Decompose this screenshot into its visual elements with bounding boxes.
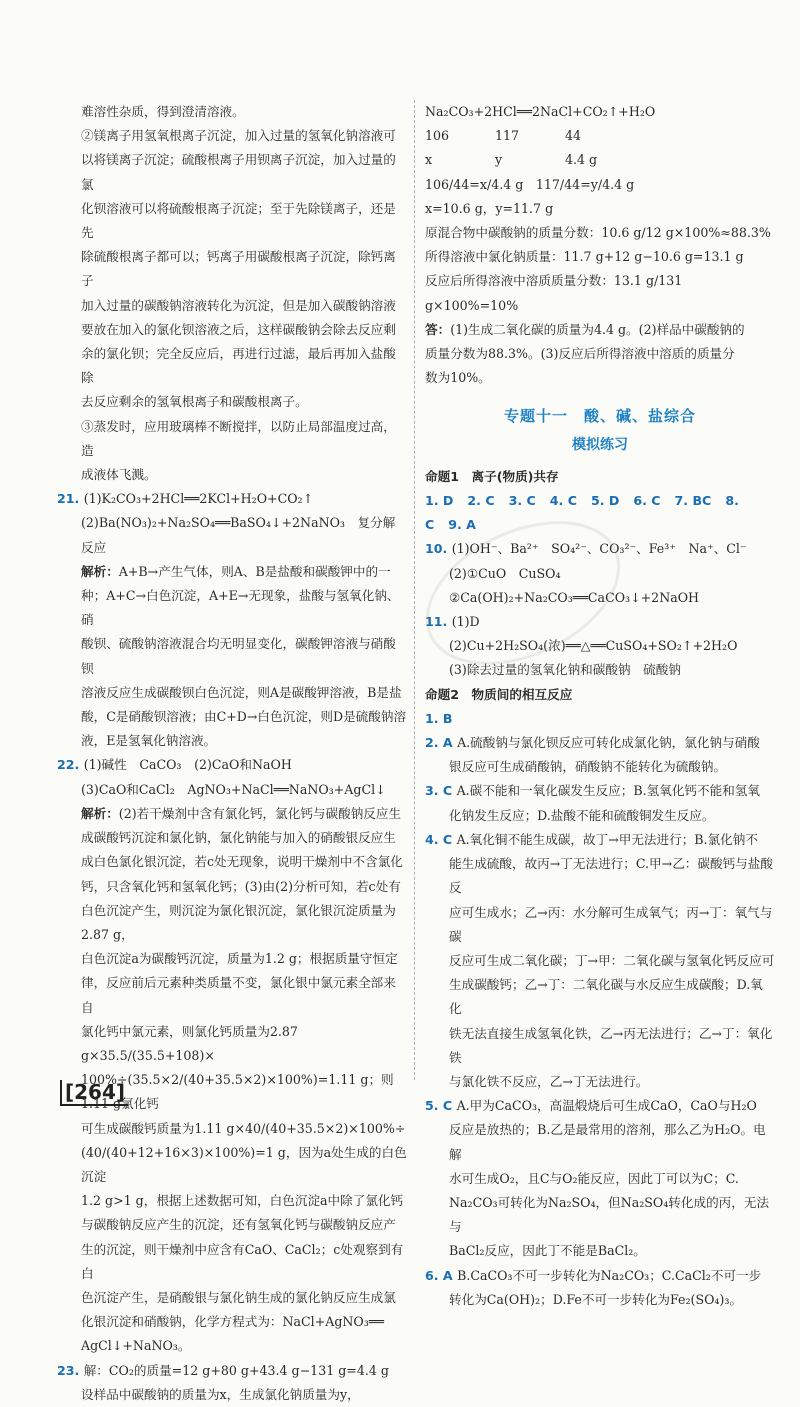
column-divider xyxy=(414,100,415,1080)
text-line xyxy=(57,778,407,802)
line-text: 铁无法直接生成氢氧化铁，乙→丙无法进行；乙→丁：氧化铁 xyxy=(449,1025,773,1065)
line-text: 难溶性杂质，得到澄清溶液。 xyxy=(81,104,245,119)
line-text: (2)Ba(NO₃)₂+Na₂SO₄══BaSO₄↓+2NaNO₃ 复分解 xyxy=(81,515,396,531)
line-text: (3)CaO和CaCl₂ AgNO₃+NaCl══NaNO₃+AgCl↓ xyxy=(81,781,386,797)
keyword-label: 解析： xyxy=(81,563,119,579)
text-line xyxy=(57,318,407,342)
text-line xyxy=(425,731,775,755)
text-line xyxy=(425,1191,775,1239)
table-cell: x xyxy=(425,152,433,168)
text-line xyxy=(57,1334,407,1358)
choice-answer: 1. D xyxy=(425,493,454,509)
right-bottom-block xyxy=(425,707,775,1312)
text-line xyxy=(425,245,775,269)
line-text: 100%÷(35.5×2/(40+35.5×2)×100%)=1.11 g；则1.11 g氯化钙 xyxy=(81,1072,394,1112)
text-line xyxy=(425,1288,775,1312)
line-text: 反应 xyxy=(81,539,107,555)
text-line xyxy=(57,850,407,874)
text-line xyxy=(57,1383,407,1407)
line-text: 除硫酸根离子都可以；钙离子用碳酸根离子沉淀，除钙离子 xyxy=(81,249,396,289)
line-text: 与碳酸钠反应产生的沉淀，还有氢氧化钙与碳酸钠反应产 xyxy=(81,1217,396,1233)
line-text: 应可生成水；乙→丙：水分解可生成氧气；丙→丁：氧气与碳 xyxy=(449,904,773,944)
line-text: A.氧化铜不能生成碳，故丁→甲无法进行；B.氯化钠不 xyxy=(456,831,758,847)
line-text: x=10.6 g，y=11.7 g xyxy=(425,200,554,216)
line-text: 余的氯化钡；完全反应后，再进行过滤，最后再加入盐酸除 xyxy=(81,346,396,386)
line-text: 106/44=x/4.4 g 117/44=y/4.4 g xyxy=(425,176,635,192)
table-cell: 106 xyxy=(425,128,450,144)
text-line xyxy=(425,148,775,172)
line-text: 反应可生成二氧化碳；丁→甲：二氧化碳与氢氧化钙反应可 xyxy=(449,952,775,968)
text-line xyxy=(425,269,775,317)
topic-1-choices xyxy=(425,489,775,537)
item-number: 3. C xyxy=(425,783,457,799)
line-text: A.甲为CaCO₃，高温煅烧后可生成CaO，CaO与H₂O xyxy=(456,1098,757,1114)
line-text: (40/(40+12+16×3)×100%)=1 g，因为a处生成的白色沉淀 xyxy=(81,1144,407,1184)
text-line xyxy=(57,463,407,487)
line-text: (1)生成二氧化碳的质量为4.4 g。(2)样品中碳酸钠的 xyxy=(450,321,745,337)
item-number: 4. C xyxy=(425,831,457,847)
text-line xyxy=(425,901,775,949)
text-line xyxy=(57,826,407,850)
text-line xyxy=(57,100,407,124)
text-line xyxy=(57,197,407,245)
text-line xyxy=(425,100,775,124)
line-text: (1)OH⁻、Ba²⁺ SO₄²⁻、CO₃²⁻、Fe³⁺ Na⁺、Cl⁻ xyxy=(451,541,747,557)
keyword-label: 答： xyxy=(425,321,451,337)
line-text: (2)Cu+2H₂SO₄(浓)══△══CuSO₄+SO₂↑+2H₂O xyxy=(449,638,738,654)
text-line xyxy=(425,173,775,197)
line-text: Na₂CO₃+2HCl══2NaCl+CO₂↑+H₂O xyxy=(425,104,656,119)
right-top-block xyxy=(425,100,775,390)
line-text: 所得溶液中氯化钠质量：11.7 g+12 g−10.6 g=13.1 g xyxy=(425,249,744,265)
text-line xyxy=(425,1070,775,1094)
choice-answer: 2. C xyxy=(467,493,495,509)
line-text: 转化为Ca(OH)₂；D.Fe不可一步转化为Fe₂(SO₄)₃。 xyxy=(449,1291,743,1307)
text-line xyxy=(57,560,407,584)
line-text: 银反应可生成硝酸钠，硝酸钠不能转化为硫酸钠。 xyxy=(449,759,727,775)
item-number: 6. A xyxy=(425,1267,458,1283)
table-cell: 44 xyxy=(565,128,582,144)
line-text: 要放在加入的氯化钡溶液之后，这样碳酸钠会除去反应剩 xyxy=(81,321,396,337)
table-cell: 117 xyxy=(495,128,520,144)
text-line xyxy=(57,1310,407,1334)
line-text: 与氯化铁不反应，乙→丁无法进行。 xyxy=(449,1073,649,1089)
line-text: 色沉淀产生，是硝酸银与氯化钠生成的氯化钠反应生成氯 xyxy=(81,1289,396,1305)
text-line xyxy=(57,802,407,826)
choice-answer: 4. C xyxy=(549,493,577,509)
text-line xyxy=(425,124,775,148)
line-text: (1)碱性 CaCO₃ (2)CaO和NaOH xyxy=(83,757,292,773)
item-number: 10. xyxy=(425,541,452,557)
page-number: [ 264 ] xyxy=(60,1080,128,1106)
text-line xyxy=(425,1118,775,1166)
choice-answer: 7. BC xyxy=(674,493,712,509)
line-text: 1.2 g>1 g，根据上述数据可知，白色沉淀a中除了氯化钙 xyxy=(81,1193,404,1209)
text-line xyxy=(57,753,407,777)
text-line xyxy=(57,1359,407,1383)
line-text: Na₂CO₃可转化为Na₂SO₄，但Na₂SO₄转化成的丙，无法与 xyxy=(449,1194,770,1235)
text-line xyxy=(57,632,407,680)
item-number: 2. A xyxy=(425,735,458,751)
text-line xyxy=(57,536,407,560)
line-text: 去反应剩余的氢氧根离子和碳酸根离子。 xyxy=(81,394,308,410)
table-cell: y xyxy=(495,152,503,168)
text-line xyxy=(57,415,407,463)
section-title: 专题十一 酸、碱、盐综合 xyxy=(503,407,696,426)
item-number: 21. xyxy=(57,491,84,507)
line-text: ②镁离子用氢氧根离子沉淀，加入过量的氢氧化钠溶液可 xyxy=(81,128,396,144)
line-text: 液，E是氢氧化钠溶液。 xyxy=(81,733,217,749)
text-line xyxy=(425,1022,775,1070)
text-line xyxy=(57,294,407,318)
line-text: 能生成硫酸，故丙→丁无法进行；C.甲→乙：碳酸钙与盐酸反 xyxy=(449,856,773,896)
text-line xyxy=(425,804,775,828)
line-text: 原混合物中碳酸钠的质量分数：10.6 g/12 g×100%≈88.3% xyxy=(425,225,771,241)
text-line xyxy=(57,729,407,753)
choice-answer: 3. C xyxy=(508,493,536,509)
item-number: 5. C xyxy=(425,1098,457,1114)
line-text: 加入过量的碳酸钠溶液转化为沉淀，但是加入碳酸钠溶液 xyxy=(81,297,396,313)
line-text: ②Ca(OH)₂+Na₂CO₃══CaCO₃↓+2NaOH xyxy=(449,589,700,605)
text-line xyxy=(425,852,775,900)
text-line xyxy=(57,947,407,971)
text-line xyxy=(425,1264,775,1288)
text-line xyxy=(57,971,407,1019)
line-text: 化钠发生反应；D.盐酸不能和硫酸铜发生反应。 xyxy=(449,807,715,823)
line-text: AgCl↓+NaNO₃。 xyxy=(81,1338,191,1354)
line-text: A+B→产生气体，则A、B是盐酸和碳酸钾中的一 xyxy=(118,563,391,579)
text-line xyxy=(57,1020,407,1068)
item-number: 23. xyxy=(57,1362,84,1378)
line-text: 氯化钙中氯元素，则氯化钙质量为2.87 g×35.5/(35.5+108)× xyxy=(81,1023,298,1063)
line-text: (1)K₂CO₃+2HCl══2KCl+H₂O+CO₂↑ xyxy=(83,491,314,507)
text-line xyxy=(57,245,407,293)
keyword-label: 解析： xyxy=(81,805,119,821)
sub-title: 模拟练习 xyxy=(572,436,628,453)
text-line xyxy=(425,366,775,390)
line-text: 钙，只含氧化钙和氢氧化钙；(3)由(2)分析可知，若c处有 xyxy=(81,878,401,894)
text-line xyxy=(57,124,407,148)
line-text: 化钡溶液可以将硫酸根离子沉淀；至于先除镁离子，还是先 xyxy=(81,200,396,241)
text-line xyxy=(425,973,775,1021)
line-text: 酸钡、硫酸钠溶液混合均无明显变化，碳酸钾溶液与硝酸钡 xyxy=(81,636,396,676)
table-cell: 4.4 g xyxy=(565,152,598,168)
text-line xyxy=(425,828,775,852)
topic-2-heading: 命题2 物质间的相互反应 xyxy=(425,686,573,702)
text-line xyxy=(425,1239,775,1263)
line-text: 白色沉淀产生，则沉淀为氯化银沉淀，氯化银沉淀质量为2.87 g， xyxy=(81,902,396,942)
choice-answer: 6. C xyxy=(633,493,661,509)
line-text: BaCl₂反应，因此丁不能是BaCl₂。 xyxy=(449,1243,646,1259)
text-line xyxy=(57,584,407,632)
text-line xyxy=(57,1189,407,1213)
topic-1-heading: 命题1 离子(物质)共存 xyxy=(425,468,559,484)
line-text: 可生成碳酸钙质量为1.11 g×40/(40+35.5×2)×100%÷ xyxy=(81,1120,406,1136)
text-line xyxy=(57,1213,407,1237)
text-line xyxy=(425,755,775,779)
text-line xyxy=(57,705,407,729)
text-line xyxy=(425,779,775,803)
text-line xyxy=(57,1286,407,1310)
choice-answer: 5. D xyxy=(590,493,620,509)
line-text: (1)D xyxy=(451,614,480,630)
line-text: 化银沉淀和硝酸钠，化学方程式为：NaCl+AgNO₃══ xyxy=(81,1314,384,1330)
line-text: 反应是放热的；B.乙是最常用的溶剂，那么乙为H₂O。电解 xyxy=(449,1122,766,1162)
text-line xyxy=(57,148,407,196)
line-text: (2)①CuO CuSO₄ xyxy=(449,565,561,581)
line-text: 以将镁离子沉淀；硫酸根离子用钡离子沉淀，加入过量的氯 xyxy=(81,152,396,192)
line-text: 解：CO₂的质量=12 g+80 g+43.4 g−131 g=4.4 g xyxy=(83,1362,389,1378)
text-line xyxy=(57,681,407,705)
line-text: 质量分数为88.3%。(3)反应后所得溶液中溶质的质量分 xyxy=(425,346,735,362)
text-line xyxy=(425,197,775,221)
line-text: 酸，C是硝酸钡溶液；由C+D→白色沉淀，则D是硫酸钠溶 xyxy=(81,709,407,725)
text-line xyxy=(57,1141,407,1189)
line-text: 成液体飞溅。 xyxy=(81,467,157,483)
text-line xyxy=(57,899,407,947)
line-text: 种；A+C→白色沉淀，A+E→无现象，盐酸与氢氧化钠、硝 xyxy=(81,588,400,628)
choice-answer: 8. C xyxy=(425,493,739,533)
line-text: (3)除去过量的氢氧化钠和碳酸钠 硫酸钠 xyxy=(449,662,681,678)
line-text: 白色沉淀a为碳酸钙沉淀，质量为1.2 g；根据质量守恒定 xyxy=(81,951,398,967)
line-text: 溶液反应生成碳酸钡白色沉淀，则A是碳酸钾溶液，B是盐 xyxy=(81,684,402,700)
text-line xyxy=(57,487,407,511)
line-text: 生的沉淀，则干燥剂中应含有CaO、CaCl₂；c处观察到有白 xyxy=(81,1241,404,1281)
choice-answer: 9. A xyxy=(448,517,476,533)
text-line xyxy=(57,1117,407,1141)
line-text: A.碳不能和一氧化碳发生反应；B.氢氧化钙不能和氢氧 xyxy=(456,783,760,799)
text-line xyxy=(425,1167,775,1191)
text-line xyxy=(425,1094,775,1118)
line-text: (2)若干燥剂中含有氯化钙，氯化钙与碳酸钠反应生 xyxy=(118,805,402,821)
line-text: ③蒸发时，应用玻璃棒不断搅拌，以防止局部温度过高，造 xyxy=(81,418,396,458)
line-text: 成碳酸钙沉淀和氯化钠，氯化钠能与加入的硝酸银反应生 xyxy=(81,830,396,846)
line-text: A.硫酸钠与氯化钡反应可转化成氯化钠，氯化钠与硝酸 xyxy=(457,735,760,751)
line-text: 数为10%。 xyxy=(425,370,491,386)
line-text: B.CaCO₃不可一步转化为Na₂CO₃；C.CaCl₂不可一步 xyxy=(457,1267,762,1283)
text-line xyxy=(57,1238,407,1286)
text-line xyxy=(425,221,775,245)
line-text: 成白色氯化银沉淀，若c处无现象，说明干燥剂中不含氯化 xyxy=(81,854,403,870)
line-text: 水可生成O₂，且C与O₂能反应，因此丁可以为C；C. xyxy=(449,1170,739,1186)
right-column xyxy=(425,100,775,1312)
item-number: 11. xyxy=(425,614,452,630)
line-text: 生成碳酸钙；乙→丁：二氧化碳与水反应生成碳酸；D.氧化 xyxy=(449,977,763,1017)
text-line xyxy=(425,342,775,366)
line-text: 反应后所得溶液中溶质质量分数：13.1 g/131 g×100%=10% xyxy=(425,273,683,313)
left-column xyxy=(57,100,407,1407)
text-line xyxy=(57,511,407,535)
item-number: 1. B xyxy=(425,710,453,726)
line-text: 律，反应前后元素种类质量不变，氯化银中氯元素全部来自 xyxy=(81,975,396,1015)
text-line xyxy=(57,875,407,899)
text-line xyxy=(57,390,407,414)
line-text: 设样品中碳酸钠的质量为x，生成氯化钠质量为y， xyxy=(81,1386,360,1402)
item-number: 22. xyxy=(57,757,84,773)
text-line xyxy=(57,342,407,390)
text-line xyxy=(425,318,775,342)
text-line xyxy=(425,707,775,731)
text-line xyxy=(425,949,775,973)
